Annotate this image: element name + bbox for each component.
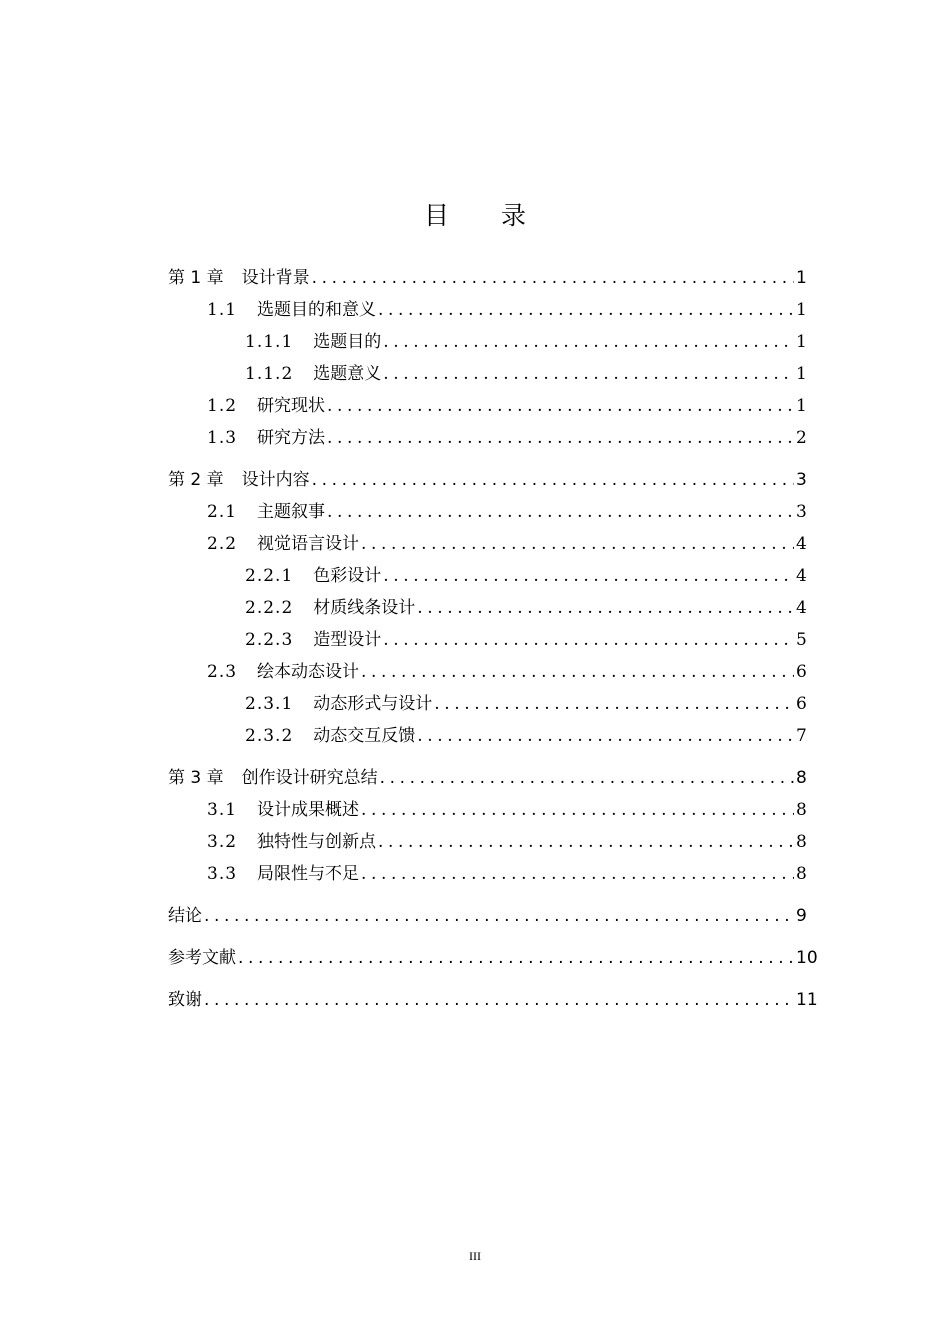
toc-entry[interactable] (168, 560, 806, 592)
toc-entry[interactable] (168, 262, 806, 294)
toc-entry-number: 2.2.2 (245, 598, 294, 618)
toc-entry[interactable] (168, 942, 818, 974)
toc-entry-title: 材质线条设计 (313, 598, 416, 618)
toc-entry[interactable] (168, 358, 806, 390)
toc-leader-dots (383, 326, 794, 358)
toc-entry-title: 选题目的和意义 (257, 300, 377, 320)
toc-entry[interactable] (168, 688, 806, 720)
toc-entry-number: 第 2 章 (168, 470, 224, 490)
toc-leader-dots (327, 390, 794, 422)
toc-entry-number: 1.2 (207, 396, 238, 416)
toc-entry[interactable] (168, 592, 806, 624)
toc-entry-number: 2.2.1 (245, 566, 294, 586)
toc-entry-page: 1 (796, 396, 807, 416)
toc-leader-dots (417, 720, 794, 752)
toc-entry-page: 6 (796, 694, 807, 714)
toc-entry-title: 设计成果概述 (257, 800, 360, 820)
toc-leader-dots (361, 656, 794, 688)
toc-leader-dots (361, 794, 794, 826)
toc-entry[interactable] (168, 496, 806, 528)
toc-leader-dots (312, 464, 794, 496)
toc-leader-dots (312, 262, 794, 294)
toc-entry[interactable] (168, 464, 806, 496)
toc-entry-title: 结论 (168, 906, 202, 926)
toc-leader-dots (380, 762, 794, 794)
toc-entry[interactable] (168, 826, 806, 858)
toc-entry-page: 7 (796, 726, 807, 746)
toc-entry-title: 独特性与创新点 (257, 832, 377, 852)
toc-entry[interactable] (168, 762, 806, 794)
toc-entry-page: 9 (796, 906, 807, 926)
toc-entry-number: 1.1 (207, 300, 238, 320)
toc-entry[interactable] (168, 326, 806, 358)
toc-entry-number: 2.2 (207, 534, 238, 554)
toc-entry-page: 3 (796, 502, 807, 522)
toc-entry-title: 动态形式与设计 (313, 694, 433, 714)
toc-entry-page: 4 (796, 534, 807, 554)
toc-entry-title: 绘本动态设计 (257, 662, 360, 682)
toc-entry-page: 1 (796, 268, 807, 288)
toc-entry-title: 研究现状 (257, 396, 326, 416)
toc-entry-title: 致谢 (168, 990, 202, 1010)
title-part-2: 录 (501, 201, 527, 230)
toc-entry-number: 3.3 (207, 864, 238, 884)
toc-entry-page: 11 (796, 990, 818, 1010)
toc-entry-title: 动态交互反馈 (313, 726, 416, 746)
toc-entry-number: 1.1.1 (245, 332, 294, 352)
toc-entry-page: 4 (796, 566, 807, 586)
toc-entry-title: 视觉语言设计 (257, 534, 360, 554)
toc-entry-page: 3 (796, 470, 807, 490)
toc-entry-number: 3.2 (207, 832, 238, 852)
toc-leader-dots (378, 294, 794, 326)
toc-entry-number: 2.3.2 (245, 726, 294, 746)
toc-entry-title: 选题目的 (313, 332, 382, 352)
toc-entry-number: 3.1 (207, 800, 238, 820)
toc-entry-number: 2.1 (207, 502, 238, 522)
toc-leader-dots (383, 560, 794, 592)
toc-entry-number: 2.2.3 (245, 630, 294, 650)
toc-entry-number: 1.1.2 (245, 364, 294, 384)
toc-leader-dots (361, 858, 794, 890)
toc-entry[interactable] (168, 720, 806, 752)
toc-entry-page: 4 (796, 598, 807, 618)
toc-entry-title: 设计背景 (241, 268, 310, 288)
toc-leader-dots (417, 592, 794, 624)
toc-leader-dots (434, 688, 794, 720)
toc-entry-title: 研究方法 (257, 428, 326, 448)
toc-entry-number: 1.3 (207, 428, 238, 448)
toc-entry-title: 造型设计 (313, 630, 382, 650)
toc-entry[interactable] (168, 900, 806, 932)
toc-leader-dots (204, 900, 794, 932)
page-title (0, 196, 950, 232)
toc-entry-title: 局限性与不足 (257, 864, 360, 884)
toc-entry-page: 5 (796, 630, 807, 650)
toc-leader-dots (327, 422, 794, 454)
toc-entry-page: 10 (796, 948, 818, 968)
toc-leader-dots (361, 528, 794, 560)
toc-entry[interactable] (168, 656, 806, 688)
toc-leader-dots (383, 358, 794, 390)
toc-leader-dots (204, 984, 794, 1016)
toc-entry-title: 主题叙事 (257, 502, 326, 522)
toc-entry-page: 8 (796, 832, 807, 852)
toc-entry-number: 第 3 章 (168, 768, 224, 788)
toc-entry[interactable] (168, 624, 806, 656)
toc-entry[interactable] (168, 422, 806, 454)
toc-entry-page: 2 (796, 428, 807, 448)
toc-leader-dots (383, 624, 794, 656)
page-number-footer: III (469, 1249, 481, 1263)
toc-entry-title: 色彩设计 (313, 566, 382, 586)
table-of-contents (168, 262, 818, 1016)
toc-entry[interactable] (168, 294, 806, 326)
toc-entry[interactable] (168, 984, 818, 1016)
toc-leader-dots (327, 496, 794, 528)
toc-entry[interactable] (168, 858, 806, 890)
toc-entry-title: 设计内容 (241, 470, 310, 490)
toc-entry-page: 1 (796, 300, 807, 320)
toc-entry-page: 8 (796, 864, 807, 884)
toc-entry[interactable] (168, 390, 806, 422)
toc-entry-page: 8 (796, 800, 807, 820)
toc-leader-dots (378, 826, 794, 858)
toc-entry-number: 2.3 (207, 662, 238, 682)
toc-entry-page: 6 (796, 662, 807, 682)
toc-entry-page: 1 (796, 332, 807, 352)
title-part-1: 目 (423, 201, 449, 230)
toc-leader-dots (238, 942, 794, 974)
toc-entry[interactable] (168, 794, 806, 826)
toc-entry-title: 创作设计研究总结 (241, 768, 378, 788)
toc-entry-number: 第 1 章 (168, 268, 224, 288)
toc-entry-title: 参考文献 (168, 948, 236, 968)
toc-entry-number: 2.3.1 (245, 694, 294, 714)
toc-entry-page: 8 (796, 768, 807, 788)
toc-entry-page: 1 (796, 364, 807, 384)
toc-entry-title: 选题意义 (313, 364, 382, 384)
toc-entry[interactable] (168, 528, 806, 560)
